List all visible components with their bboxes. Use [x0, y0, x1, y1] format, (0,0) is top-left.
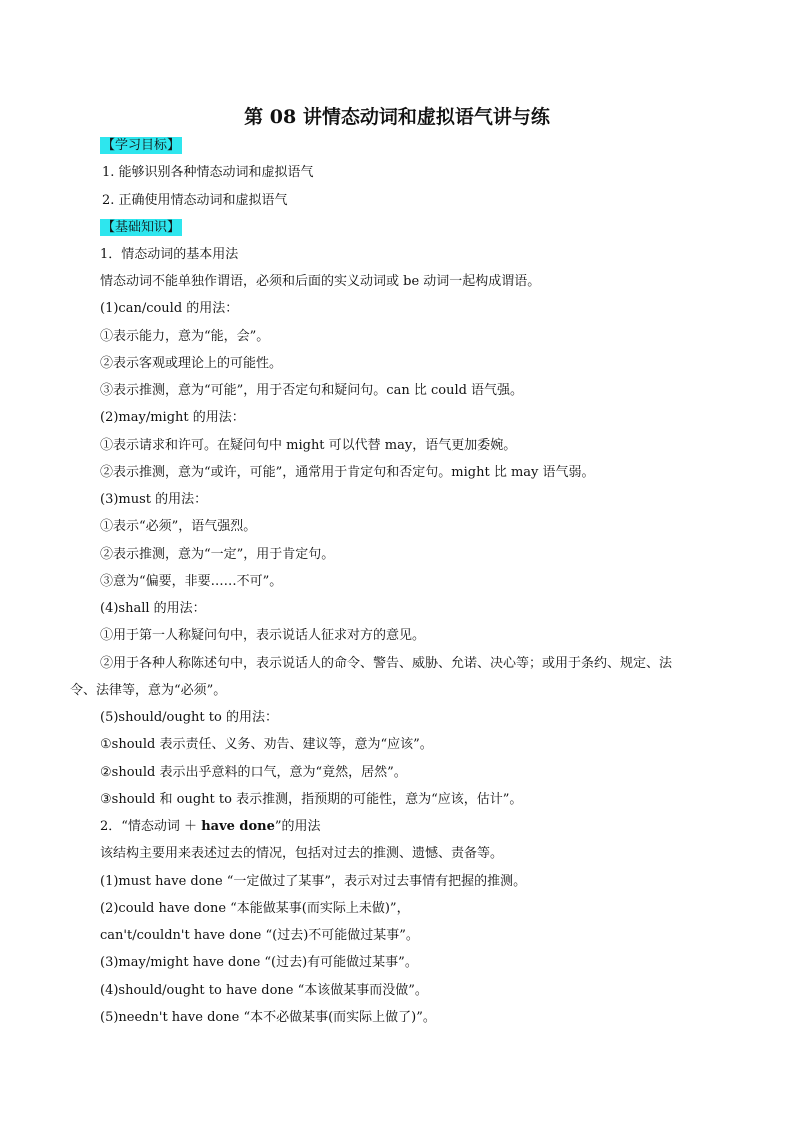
subheading-should: (5)should/ought to 的用法： [100, 710, 278, 725]
list-item: ③should 和 ought to 表示推测，指预期的可能性，意为“应该，估计”。 [100, 792, 523, 807]
list-item: (3)may/might have done “(过去)有可能做过某事”。 [100, 955, 418, 970]
heading-2-suffix: ”的用法 [274, 819, 321, 834]
subheading-can: (1)can/could 的用法： [100, 301, 239, 316]
list-item: can't/couldn't have done “(过去)不可能做过某事”。 [100, 928, 419, 943]
subheading-may: (2)may/might 的用法： [100, 410, 245, 425]
list-item: ②表示客观或理论上的可能性。 [100, 356, 283, 371]
list-item: ③表示推测，意为“可能”，用于否定句和疑问句。can 比 could 语气强。 [100, 383, 524, 398]
list-item: (2)could have done “本能做某事(而实际上未做)”， [100, 901, 410, 916]
paragraph: 情态动词不能单独作谓语，必须和后面的实义动词或 be 动词一起构成谓语。 [100, 274, 541, 289]
section-heading-2 [100, 818, 321, 836]
basics-tag-line [100, 219, 182, 237]
subheading-must: (3)must 的用法： [100, 492, 208, 507]
subheading-shall: (4)shall 的用法： [100, 601, 206, 616]
section-heading-1: 1．情态动词的基本用法 [100, 247, 239, 262]
list-item: ①用于第一人称疑问句中，表示说话人征求对方的意见。 [100, 628, 426, 643]
heading-2-prefix: 2．“情态动词 ＋ [100, 819, 202, 834]
list-item: ②用于各种人称陈述句中，表示说话人的命令、警告、威胁、允诺、决心等；或用于条约、规定、法 [100, 656, 673, 671]
list-item: (4)should/ought to have done “本该做某事而没做”。 [100, 983, 428, 998]
basics-tag: 【基础知识】 [102, 220, 181, 235]
objective-item-2: 2. 正确使用情态动词和虚拟语气 [102, 193, 288, 208]
list-item: (1)must have done “一定做过了某事”，表示对过去事情有把握的推测。 [100, 874, 527, 889]
list-item: ②表示推测，意为“或许，可能”，通常用于肯定句和否定句。might 比 may 语气弱。 [100, 465, 595, 480]
objectives-tag: 【学习目标】 [102, 138, 181, 153]
objectives-tag-line [100, 137, 182, 155]
page-title: 第 08 讲情态动词和虚拟语气讲与练 [244, 106, 550, 128]
list-item: (5)needn't have done “本不必做某事(而实际上做了)”。 [100, 1010, 436, 1025]
paragraph: 该结构主要用来表述过去的情况，包括对过去的推测、遗憾、责备等。 [100, 846, 504, 861]
list-item: ①表示“必须”，语气强烈。 [100, 519, 257, 534]
heading-2-bold: have done [201, 819, 275, 834]
objective-item-1: 1. 能够识别各种情态动词和虚拟语气 [102, 165, 314, 180]
list-item: ①表示能力，意为“能，会”。 [100, 329, 270, 344]
list-item: ②should 表示出乎意料的口气，意为“竟然，居然”。 [100, 765, 407, 780]
list-item-continuation: 令、法律等，意为“必须”。 [70, 683, 227, 698]
list-item: ②表示推测，意为“一定”，用于肯定句。 [100, 547, 335, 562]
list-item: ③意为“偏要，非要……不可”。 [100, 574, 283, 589]
list-item: ①表示请求和许可。在疑问句中 might 可以代替 may，语气更加委婉。 [100, 438, 517, 453]
list-item: ①should 表示责任、义务、劝告、建议等，意为“应该”。 [100, 737, 433, 752]
